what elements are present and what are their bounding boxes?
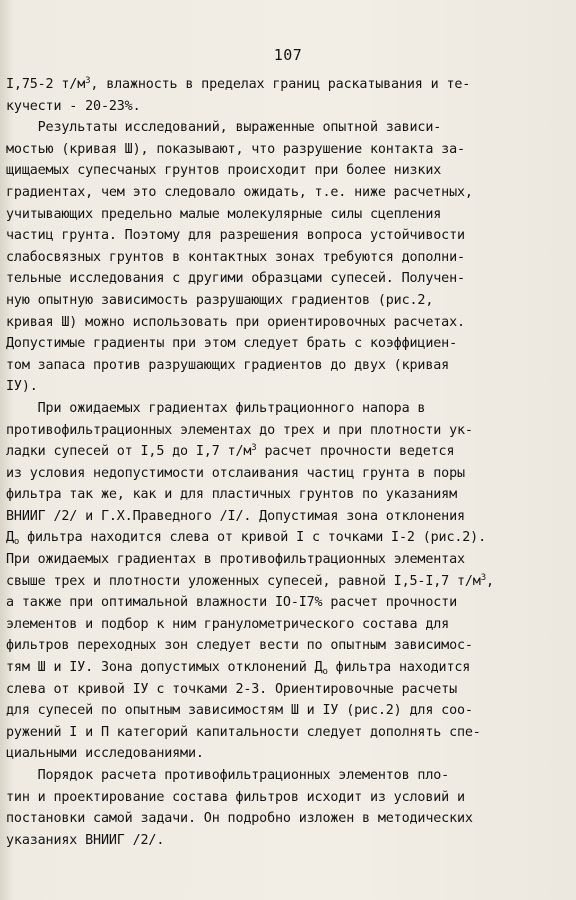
text-run: Допустимые градиенты при этом следует брать с коэффициен- <box>6 336 457 352</box>
text-line <box>6 463 562 485</box>
text-run: слева от кривой IУ с точками 2-3. Ориентировочные расчеты <box>6 681 457 697</box>
text-line <box>6 420 562 442</box>
text-run: о <box>322 667 328 678</box>
text-line <box>6 376 562 398</box>
text-line <box>6 700 562 722</box>
text-line <box>6 679 562 701</box>
text-line <box>6 204 562 226</box>
text-run: для супесей по опытным зависимостям Ш и IУ (рис.2) для соо- <box>6 703 473 719</box>
page-number: 107 <box>273 46 303 64</box>
text-run: ВНИИГ /2/ и Г.Х.Праведного /I/. Допустимая зона отклонения <box>6 508 465 524</box>
text-run: частиц грунта. Поэтому для разрешения вопроса устойчивости <box>6 228 465 244</box>
text-run: из условия недопустимости отслаивания частиц грунта в поры <box>6 465 465 481</box>
text-run: При ожидаемых градиентах фильтрационного напора в <box>6 400 426 416</box>
text-run: тин и проектирование состава фильтров исходит из условий и <box>6 789 465 805</box>
text-run: слабосвязных грунтов в контактных зонах требуются дополни- <box>6 249 465 265</box>
text-line <box>6 268 562 290</box>
text-line <box>6 527 562 549</box>
text-run: При ожидаемых градиентах в противофильтрационных элементах <box>6 552 465 568</box>
text-line <box>6 139 562 161</box>
text-line <box>6 96 562 118</box>
text-run: 3 <box>480 572 486 583</box>
body-text <box>6 74 562 851</box>
text-run: элементов и подбор к ним гранулометрического состава для <box>6 616 450 632</box>
text-run: фильтров переходных зон следует вести по опытным зависимос- <box>6 638 473 654</box>
text-run: , влажность в пределах границ раскатывания и те- <box>90 77 471 92</box>
text-run: свыше трех и плотности уложенных супесей, равной I,5-I,7 т/м <box>6 573 481 589</box>
text-line <box>6 722 562 744</box>
text-line <box>6 160 562 182</box>
text-run: 3 <box>251 443 257 454</box>
text-line <box>6 247 562 269</box>
text-line <box>6 398 562 420</box>
text-run: , <box>486 573 494 589</box>
text-run: фильтра находится <box>327 660 471 676</box>
text-run: 3 <box>85 76 91 86</box>
text-run: щищаемых супесчаных грунтов происходит при более низких <box>6 163 442 179</box>
text-line <box>6 571 562 593</box>
text-line <box>6 355 562 377</box>
text-line <box>6 787 562 809</box>
text-run: тельные исследования с другими образцами супесей. Получен- <box>6 271 465 287</box>
text-line <box>6 290 562 312</box>
text-line <box>6 657 562 679</box>
text-line <box>6 484 562 506</box>
text-run: кучести - 20-23%. <box>6 98 141 114</box>
text-run: тям Ш и IУ. Зона допустимых отклонений Д <box>6 660 323 676</box>
text-run: расчет прочности ведется <box>256 444 455 460</box>
text-run: циальными исследованиями. <box>6 746 204 762</box>
text-run: Результаты исследований, выраженные опытной зависи- <box>6 120 442 136</box>
text-line <box>6 549 562 571</box>
text-run: ную опытную зависимость разрушающих градиентов (рис.2, <box>6 292 434 308</box>
text-run: ружений I и П категорий капитальности следует дополнять спе- <box>6 724 481 740</box>
text-run: фильтра так же, как и для пластичных грунтов по указаниям <box>6 487 457 503</box>
text-run: а также при оптимальной влажности IO-I7% расчет прочности <box>6 595 457 611</box>
text-line <box>6 743 562 765</box>
text-run: противофильтрационных элементах до трех и при плотности ук- <box>6 422 473 438</box>
text-run: I,75-2 т/м <box>6 77 86 92</box>
text-line <box>6 441 562 463</box>
text-line <box>6 765 562 787</box>
text-run: том запаса против разрушающих градиентов до двух (кривая <box>6 357 450 373</box>
text-run: мостью (кривая Ш), показывают, что разрушение контакта за- <box>6 141 465 157</box>
text-line <box>6 312 562 334</box>
text-line <box>6 117 562 139</box>
text-run: кривая Ш) можно использовать при ориентировочных расчетах. <box>6 314 465 330</box>
text-run: IУ). <box>6 379 38 395</box>
text-line <box>6 830 562 852</box>
text-line <box>6 225 562 247</box>
text-run: градиентах, чем это следовало ожидать, т.е. ниже расчетных, <box>6 184 473 200</box>
text-run: фильтра находится слева от кривой I с точками I-2 (рис.2). <box>19 530 487 546</box>
text-line <box>6 614 562 636</box>
text-run: постановки самой задачи. Он подробно изложен в методических <box>6 811 473 827</box>
text-line <box>6 592 562 614</box>
text-line <box>6 635 562 657</box>
text-line <box>6 333 562 355</box>
text-run: учитывающих предельно малые молекулярные силы сцепления <box>6 206 442 222</box>
text-line <box>6 808 562 830</box>
text-line <box>6 74 562 96</box>
text-run: Порядок расчета противофильтрационных элементов пло- <box>6 768 450 783</box>
text-run: о <box>13 537 20 548</box>
text-run: ладки супесей от I,5 до I,7 т/м <box>6 444 252 460</box>
text-run: Д <box>6 530 14 546</box>
text-run: указаниях ВНИИГ /2/. <box>6 832 165 848</box>
text-line <box>6 506 562 528</box>
text-line <box>6 182 562 204</box>
